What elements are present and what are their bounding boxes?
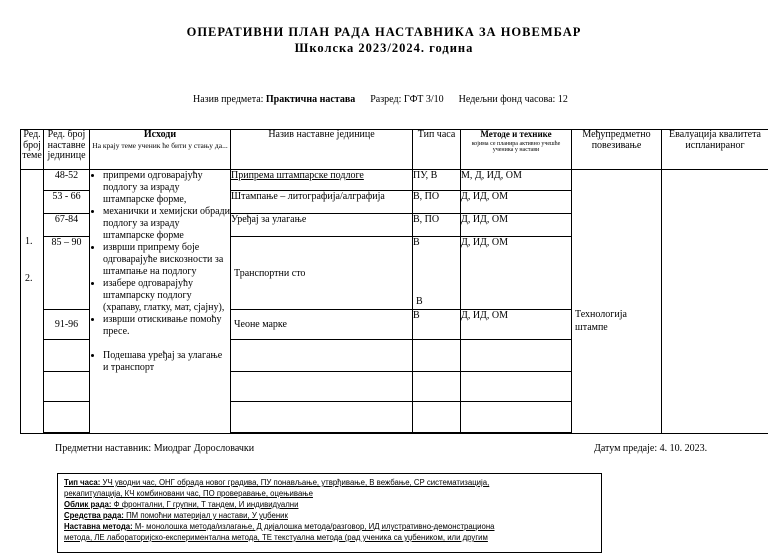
hours-value: 12 xyxy=(558,94,568,105)
interdisciplinary-cell xyxy=(572,170,662,434)
unit-name-text: Чеоне марке xyxy=(231,319,412,330)
methods: Д, ИД, ОМ xyxy=(461,214,572,237)
empty-cell xyxy=(44,433,90,434)
lesson-type: В xyxy=(413,310,461,340)
legend-line xyxy=(64,488,601,499)
empty-cell xyxy=(231,372,413,402)
methods: Д, ИД, ОМ xyxy=(461,237,572,310)
date-line xyxy=(594,443,707,454)
topic-number: 1. xyxy=(25,236,33,247)
header-evaluation: Евалуација квалитета испланираног xyxy=(662,130,768,170)
unit-number: 91-96 xyxy=(44,310,90,340)
outcome-item: • механички и хемијски обради подлогу за израду штампарске форме xyxy=(103,206,230,242)
lesson-type xyxy=(413,237,461,310)
legend-text: М- монолошка метода/излагање, Д дијалошка метода/разговор, ИД илустративно-демонстрациона xyxy=(133,522,495,531)
teacher-line xyxy=(55,443,254,454)
empty-cell xyxy=(413,340,461,372)
date-label: Датум предаје: xyxy=(594,443,657,454)
unit-name: Уређај за улагање xyxy=(231,214,413,237)
legend-label: Тип часа: xyxy=(64,478,100,487)
teacher-label: Предметни наставник: xyxy=(55,443,151,454)
topic-number-cell xyxy=(21,170,44,434)
outcome-item: • изврши припрему боје одговарајуће вискозности за штампање на подлогу xyxy=(103,242,230,278)
unit-name: Штампање – литографија/алграфија xyxy=(231,191,413,214)
legend-box xyxy=(57,473,602,553)
legend-text: Ф фронтални, Г групни, Т тандем, И индивидуални xyxy=(111,500,298,509)
school-year: Школска 2023/2024. година xyxy=(0,41,768,56)
legend-line xyxy=(64,510,601,521)
unit-number: 67-84 xyxy=(44,214,90,237)
unit-number: 85 – 90 xyxy=(44,237,90,310)
empty-cell xyxy=(461,340,572,372)
document-title: ОПЕРАТИВНИ ПЛАН РАДА НАСТАВНИКА ЗА НОВЕМБАР xyxy=(0,25,768,40)
interdisciplinary-text: Технологија штампе xyxy=(572,308,661,334)
header-unit-name: Назив наставне јединице xyxy=(231,130,413,170)
hours-label: Недељни фонд часова: xyxy=(459,94,556,105)
empty-cell xyxy=(413,402,461,433)
outcome-item: • припреми одговарајућу подлогу за израду штампарске форме, xyxy=(103,170,230,206)
legend-text: УЧ уводни час, ОНГ обрада новог градива, ПУ понављање, утврђивање, В вежбање, СР систематизација, xyxy=(100,478,489,487)
legend-line xyxy=(64,477,601,488)
date-value: 4. 10. 2023. xyxy=(660,443,708,454)
methods: Д, ИД, ОМ xyxy=(461,310,572,340)
unit-name xyxy=(231,237,413,310)
methods: М, Д, ИД, ОМ xyxy=(461,170,572,191)
lesson-type: В, ПО xyxy=(413,191,461,214)
empty-cell xyxy=(231,402,413,433)
outcome-item: • изврши отискивање помоћу пресе. xyxy=(103,314,230,338)
legend-line xyxy=(64,532,601,543)
plan-table xyxy=(20,129,768,434)
empty-cell xyxy=(461,402,572,433)
evaluation-cell xyxy=(662,170,768,434)
empty-cell xyxy=(44,402,90,433)
unit-name-text: Припрема штампарске подлоге xyxy=(231,170,364,181)
empty-cell xyxy=(231,433,413,434)
empty-cell xyxy=(413,433,461,434)
header-lesson-type: Тип часа xyxy=(413,130,461,170)
topic-number: 2. xyxy=(25,273,33,284)
teacher-name: Миодраг Дорословачки xyxy=(154,443,254,454)
unit-name xyxy=(231,310,413,340)
outcomes-title: Исходи xyxy=(144,129,176,140)
unit-number: 53 - 66 xyxy=(44,191,90,214)
empty-cell xyxy=(44,372,90,402)
lesson-type: В, ПО xyxy=(413,214,461,237)
legend-label: Облик рада: xyxy=(64,500,111,509)
header-interdisciplinary: Међупредметно повезивање xyxy=(572,130,662,170)
unit-name-text: Транспортни сто xyxy=(231,268,412,279)
unit-number: 48-52 xyxy=(44,170,90,191)
header-methods xyxy=(461,130,572,170)
subject-label: Назив предмета: xyxy=(193,94,263,105)
empty-cell xyxy=(461,372,572,402)
outcomes-subtitle: На крају теме ученик ће бити у стању да... xyxy=(92,141,227,150)
outcome-item: • Подешава уређај за улагање и транспорт xyxy=(103,350,230,374)
legend-label: Средства рада: xyxy=(64,511,124,520)
legend-text: метода, ЛЕ лабораторијско-експериментална метода, ТЕ текстуална метода (рад ученика са уџбеником, или другим xyxy=(64,533,488,542)
legend-text: ПМ помоћни материјал у настави, У уџбеник xyxy=(124,511,288,520)
subject-meta xyxy=(193,94,568,105)
lesson-type-text-2: В xyxy=(416,296,423,307)
legend-line xyxy=(64,499,601,510)
grade-label: Разред: xyxy=(370,94,401,105)
legend-text: рекапитулација, КЧ комбиновани час, ПО проверавање, оцењивање xyxy=(64,489,313,498)
header-unit-no: Ред. број наставне јединице xyxy=(44,130,90,170)
subject-value: Практична настава xyxy=(266,94,355,105)
grade-value: ГФТ 3/10 xyxy=(404,94,444,105)
outcomes-cell xyxy=(90,170,231,434)
lesson-type: ПУ, В xyxy=(413,170,461,191)
legend-line xyxy=(64,521,601,532)
lesson-type-text: В xyxy=(413,237,460,248)
empty-cell xyxy=(44,340,90,372)
methods-title: Методе и технике xyxy=(480,129,551,139)
outcome-item: • изабере одговарајућу штампарску подлогу (храпаву, глатку, мат, сјајну), xyxy=(103,278,230,314)
methods: Д, ИД, ОМ xyxy=(461,191,572,214)
empty-cell xyxy=(231,340,413,372)
methods-subtitle: којима се планира активно учешће ученика у настави xyxy=(461,141,571,154)
header-outcomes xyxy=(90,130,231,170)
legend-label: Наставна метода: xyxy=(64,522,133,531)
empty-cell xyxy=(461,433,572,434)
table-row xyxy=(21,170,768,191)
unit-name xyxy=(231,170,413,191)
empty-cell xyxy=(413,372,461,402)
header-topic-no: Ред. број теме xyxy=(21,130,44,170)
